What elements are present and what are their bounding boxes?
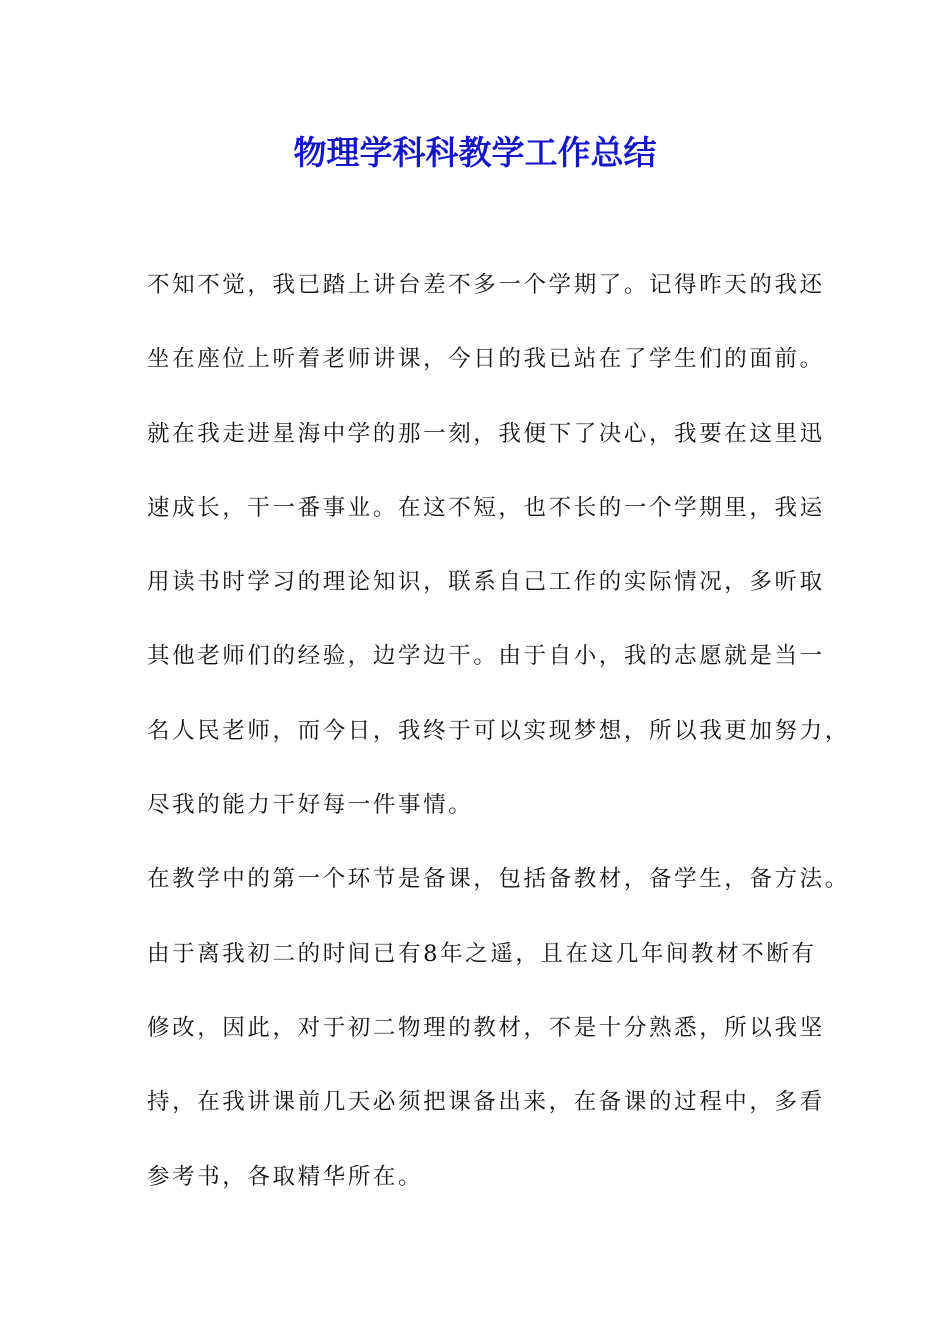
- text-line: 其他老师们的经验，边学边干。由于自小，我的志愿就是当一: [147, 643, 825, 670]
- text-line: 持，在我讲课前几天必须把课备出来，在备课的过程中，多看: [147, 1089, 825, 1116]
- text-line: 参考书，各取精华所在。: [147, 1163, 424, 1190]
- text-line: 在教学中的第一个环节是备课，包括备教材，备学生，备方法。: [147, 866, 850, 893]
- text-line: 不知不觉，我已踏上讲台差不多一个学期了。记得昨天的我还: [147, 272, 825, 298]
- text-line: 坐在座位上听着老师讲课，今日的我已站在了学生们的面前。: [147, 346, 825, 373]
- text-line: 用读书时学习的理论知识，联系自己工作的实际情况，多听取: [147, 569, 825, 596]
- text-line: 名人民老师，而今日，我终于可以实现梦想，所以我更加努力，: [147, 717, 850, 744]
- text-line: 速成长，干一番事业。在这不短，也不长的一个学期里，我运: [147, 494, 825, 521]
- document-title: 物理学科科教学工作总结: [293, 133, 657, 172]
- text-line: 就在我走进星海中学的那一刻，我便下了决心，我要在这里迅: [147, 420, 825, 447]
- document-body: [147, 260, 850, 1226]
- text-line: 由于离我初二的时间已有8年之遥，且在这几年间教材不断有: [147, 940, 817, 967]
- text-line: 修改，因此，对于初二物理的教材，不是十分熟悉，所以我坚: [147, 1014, 825, 1041]
- text-line: 尽我的能力干好每一件事情。: [147, 792, 474, 819]
